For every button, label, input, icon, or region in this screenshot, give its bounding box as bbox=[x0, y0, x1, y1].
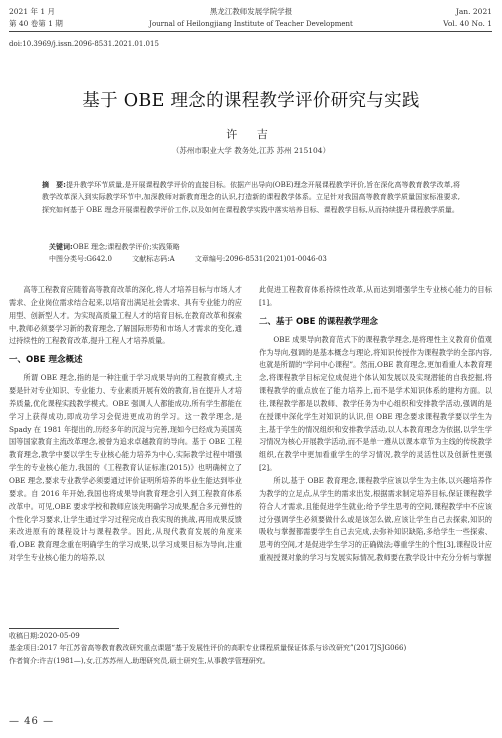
keywords-text: OBE 理念;课程教学评价;实践策略 bbox=[72, 243, 180, 251]
issue-date-en: Jan. 2021 bbox=[455, 7, 492, 16]
paragraph-teaching-concept: OBE 成果导向教育范式下的课程教学理念,是将理性主义教育价值观作为导向,强调的是基本概念与理论,将知识传授作为课程教学的全部内容,也就是所谓的“学问中心课程”。然而,OBE 教育理念,更加看重人本教育理念,将课程教学目标定位成促进个体认知发展以及实现潜能的自我挖掘,将课程教学的重点放在了能力培养上,而不是学术知识体系的建构方面。以往,课程教学都是以教师、教学任务为中心组织和安排教学活动,强调的是在授课中深化学生对知识的认识,但 OBE 理念要求课程教学要以学生为主,基于学生的情况组织和安排教学活动,以人本教育理念为依据,以学生学习情况为核心开展教学活动,而不是单一遵从以课本章节为主线的传统教学组织,在教学中更加看重学生的学习情况,教学的灵活性以及创新性更强[2]。 bbox=[259, 334, 492, 473]
journal-name-en: Journal of Heilongjiang Institute of Teacher Development bbox=[149, 20, 353, 28]
author-bio: 作者简介:许吉(1981—),女,江苏苏州人,助理研究员,硕士研究生,从事教学管理研究。 bbox=[9, 656, 270, 665]
received-date: 收稿日期:2020-05-09 bbox=[9, 632, 80, 640]
header-rule bbox=[9, 31, 492, 32]
author-name: 许 吉 bbox=[226, 128, 276, 141]
author-affiliation: （苏州市职业大学 教务处,江苏 苏州 215104） bbox=[171, 146, 331, 155]
document-code: 文献标志码:A bbox=[132, 255, 175, 263]
intro-paragraph: 高等工程教育应随着高等教育改革的深化,将人才培养目标与市场人才需求、企业岗位需求结合起来,以培育出满足社会需求、具有专业能力的应用型、创新型人才。为实现高质量工程人才的培育目标,在教育改革和探索中,教师必须要学习新的教育理念,了解国际形势和市场人才需求的变化,通过持续性的工程教育改革,提升工程人才培养质量。 bbox=[9, 285, 242, 346]
body-right-column bbox=[259, 284, 492, 565]
classification-line bbox=[49, 253, 345, 265]
paragraph-obe-overview: 所谓 OBE 理念,指的是一种注重于学习成果导向的工程教育模式,主要是针对专业知识、专业能力、专业素质开展有效的教育,旨在提升人才培养质量,优化课程实践教学模式。OBE 强调人人都能成功,所有学生都能在学习上获得成功,即成功学习会促进更成功的学习。这一教学理念,是 Spady 在 1981 年提出的,历经多年的沉淀与完善,现如今已经成为美国英国等国家教育主流改革理念,被誉为追求卓越教育的导向。基于 OBE 工程教育理念,教学中要以学生专业核心能力培养为中心,实际教学过程中增强学生的专业核心能力,我国的《工程教育认证标准(2015)》也明确树立了 OBE 理念,要求专业教学必须要通过评价证明所培养的毕业生能达到毕业要求。自 2016 年开始,我国也将成果导向教育理念引入到工程教育体系改革中。可见,OBE 要求学校和教师应该先明确学习成果,配合多元弹性的个性化学习要求,让学生通过学习过程完成自我实现的挑战,再用成果反馈来改进原有的课程设计与课程教学。因此,从现代教育发展的角度来看,OBE 教育理念重在明确学生的学习成果,以学习成果目标为导向,注重对学生专业核心能力的培养,以 bbox=[9, 373, 242, 563]
article-number: 文章编号:2096-8531(2021)01-0046-03 bbox=[194, 255, 327, 263]
volume-cn: 第 40 卷第 1 期 bbox=[9, 19, 63, 28]
abstract-text: 提升教学环节质量,是开展课程教学评价的直接目标。依据产出导向(OBE)理念开展课程教学评价,旨在深化高等教育教学改革,将教学改革深入到实际教学环节中,加深教师对新教育理念的认识,打造新的课程教学体系。立足针对我国高等教育教学质量国家标准要求,探究如何基于 OBE 理念开展课程教学评价工作,以及如何在课程教学实践中落实培养目标、课程教学目标,从而持续提升课程教学质量。 bbox=[42, 181, 460, 214]
footnote-rule bbox=[9, 628, 119, 629]
volume-en: Vol. 40 No. 1 bbox=[443, 19, 492, 28]
abstract bbox=[42, 179, 460, 216]
section-heading-1: 一、OBE 理念概述 bbox=[9, 355, 83, 366]
paragraph-student-centered: 所以,基于 OBE 教育理念,课程教学应该以学生为主体,以兴趣培养作为教学的立足点,从学生的需求出发,根据需求制定培养目标,保证课程教学符合人才需求,且能促进学生就业;给予学生思考的空间,课程教学中不应该过分强调学生必须要做什么或是该怎么做,应该让学生自己去探索,知识的吸收与掌握都需要学生自己去完成,去弥补知识缺陷,多给学生一些探索、思考的空间,才是促进学生学习的正确做法;尊重学生的个性[3],课程设计应重视授课对象的学习与发展实际情况,教师要在教学设计中充分分析与掌握 bbox=[259, 475, 492, 563]
continued-paragraph: 此促进工程教育体系持续性改革,从而达到增强学生专业核心能力的目标[1]。 bbox=[259, 285, 492, 307]
keywords-label: 关键词: bbox=[49, 243, 73, 251]
footnotes bbox=[9, 630, 493, 667]
clc-number: 中图分类号:G642.0 bbox=[49, 255, 112, 263]
article-title: 基于 OBE 理念的课程教学评价研究与实践 bbox=[82, 91, 420, 111]
fund-note: 基金项目:2017 年江苏省高等教育教改研究重点课题“基于发展性评价的高职专业课程质量保证体系与诊改研究”(2017JSJG066) bbox=[9, 644, 407, 653]
section-heading-2: 二、基于 OBE 的课程教学理念 bbox=[259, 316, 378, 327]
issue-date-cn: 2021 年 1 月 bbox=[9, 7, 56, 16]
doi: doi:10.3969/j.issn.2096-8531.2021.01.015 bbox=[9, 40, 159, 48]
page-number: — 46 — bbox=[9, 716, 55, 727]
keywords bbox=[49, 241, 461, 253]
journal-name-cn: 黑龙江教师发展学院学报 bbox=[209, 7, 293, 16]
abstract-label: 摘 要: bbox=[42, 181, 66, 189]
body-left-column bbox=[9, 284, 242, 565]
